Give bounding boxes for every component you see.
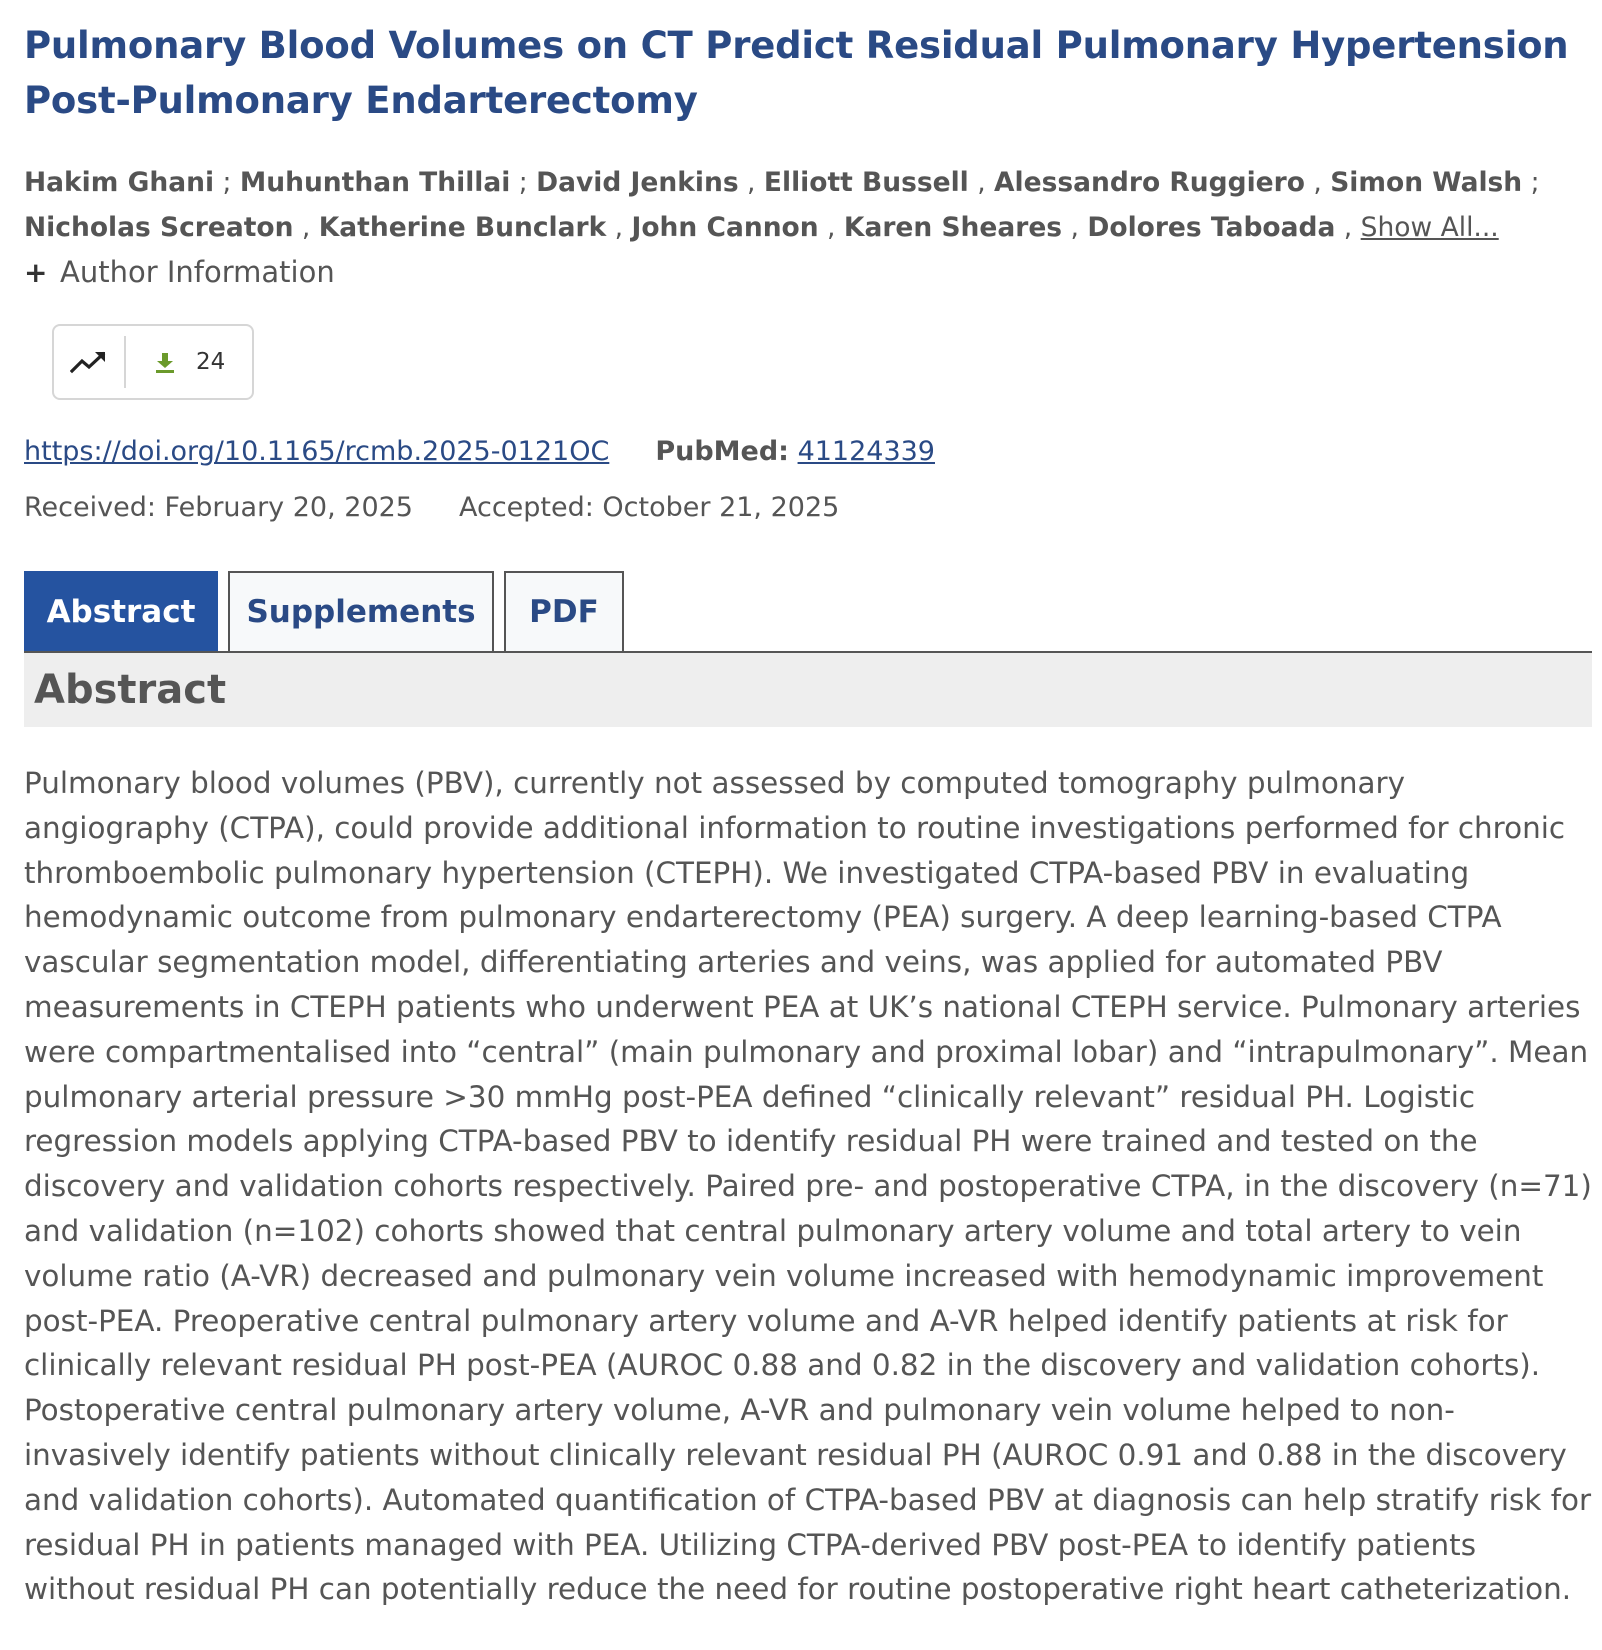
author-name[interactable]: Elliott Bussell: [763, 167, 969, 198]
plus-icon: +: [24, 255, 48, 289]
author-separator: ,: [738, 167, 764, 198]
author-separator: ,: [1335, 212, 1361, 243]
author-name[interactable]: Nicholas Screaton: [24, 212, 294, 243]
author-separator: ,: [818, 212, 844, 243]
abstract-section-heading: Abstract: [24, 653, 1592, 727]
tab-pdf[interactable]: PDF: [504, 571, 624, 651]
author-name[interactable]: Dolores Taboada: [1087, 212, 1336, 243]
author-name[interactable]: John Cannon: [631, 212, 819, 243]
accepted-date: Accepted: October 21, 2025: [458, 492, 840, 523]
abstract-text: Pulmonary blood volumes (PBV), currently not assessed by computed tomography pulmonary angiography (CTPA), could provide additional information to routine investigations performed for chronic thromboembolic pulmonary hypertension (CTEPH). We investigated CTPA-based PBV in evaluating hemodynamic outcome from pulmonary endarterectomy (PEA) surgery. A deep learning-based CTPA vascular segmentation model, differentiating arteries and veins, was applied for automated PBV measurements in CTEPH patients who underwent PEA at UK’s national CTEPH service. Pulmonary arteries were compartmentalised into “central” (main pulmonary and proximal lobar) and “intrapulmonary”. Mean pulmonary arterial pressure >30 mmHg post-PEA defined “clinically relevant” residual PH. Logistic regression models applying CTPA-based PBV to identify residual PH were trained and tested on the discovery and validation cohorts respectively. Paired pre- and postoperative CTPA, in the discovery (n=71) and validation (n=102) cohorts showed that central pulmonary artery volume and total artery to vein volume ratio (A-VR) decreased and pulmonary vein volume increased with hemodynamic improvement post-PEA. Preoperative central pulmonary artery volume and A-VR helped identify patients at risk for clinically relevant residual PH post-PEA (AUROC 0.88 and 0.82 in the discovery and validation cohorts). Postoperative central pulmonary artery volume, A-VR and pulmonary vein volume helped to non-invasively identify patients without clinically relevant residual PH (AUROC 0.91 and 0.88 in the discovery and validation cohorts). Automated quantification of CTPA-based PBV at diagnosis can help stratify risk for residual PH in patients managed with PEA. Utilizing CTPA-derived PBV post-PEA to identify patients without residual PH can potentially reduce the need for routine postoperative right heart catheterization.: [24, 766, 1592, 1607]
tab-abstract[interactable]: Abstract: [24, 571, 218, 651]
pubmed-label: PubMed:: [655, 436, 789, 467]
tab-supplements[interactable]: Supplements: [228, 571, 494, 651]
author-separator: ,: [1304, 167, 1331, 198]
author-separator: ,: [968, 167, 995, 198]
author-separator: ,: [293, 212, 319, 243]
author-name[interactable]: Hakim Ghani: [24, 167, 215, 198]
downloads-metric[interactable]: [126, 349, 252, 375]
doi-link[interactable]: https://doi.org/10.1165/rcmb.2025-0121OC: [24, 436, 610, 467]
article-tabs: [24, 573, 1592, 653]
author-name[interactable]: Alessandro Ruggiero: [994, 167, 1305, 198]
author-separator: ;: [510, 167, 537, 198]
author-name[interactable]: Karen Sheares: [843, 212, 1063, 243]
author-information-toggle[interactable]: [24, 250, 1578, 294]
article-identifiers: [24, 432, 1578, 472]
article-dates: [24, 488, 1578, 528]
download-icon: [154, 351, 176, 373]
author-separator: ,: [606, 212, 632, 243]
show-all-authors-link[interactable]: Show All...: [1360, 212, 1499, 243]
pubmed-id-link[interactable]: 41124339: [797, 436, 935, 467]
author-list: [24, 160, 1578, 250]
trending-up-icon: [70, 350, 108, 374]
article-metrics-widget: [52, 324, 254, 400]
author-separator: ,: [1062, 212, 1088, 243]
article-title: Pulmonary Blood Volumes on CT Predict Residual Pulmonary Hypertension Post-Pulmonary Endarterectomy: [24, 24, 1569, 122]
author-name[interactable]: David Jenkins: [536, 167, 739, 198]
author-name[interactable]: Simon Walsh: [1330, 167, 1523, 198]
author-name[interactable]: Muhunthan Thillai: [239, 167, 511, 198]
author-separator: ;: [214, 167, 240, 198]
metrics-trend-button[interactable]: [54, 336, 126, 388]
download-count: 24: [196, 349, 226, 375]
author-information-label: Author Information: [60, 255, 335, 289]
author-separator: ;: [1522, 167, 1540, 198]
received-date: Received: February 20, 2025: [24, 492, 413, 523]
author-name[interactable]: Katherine Bunclark: [318, 212, 607, 243]
